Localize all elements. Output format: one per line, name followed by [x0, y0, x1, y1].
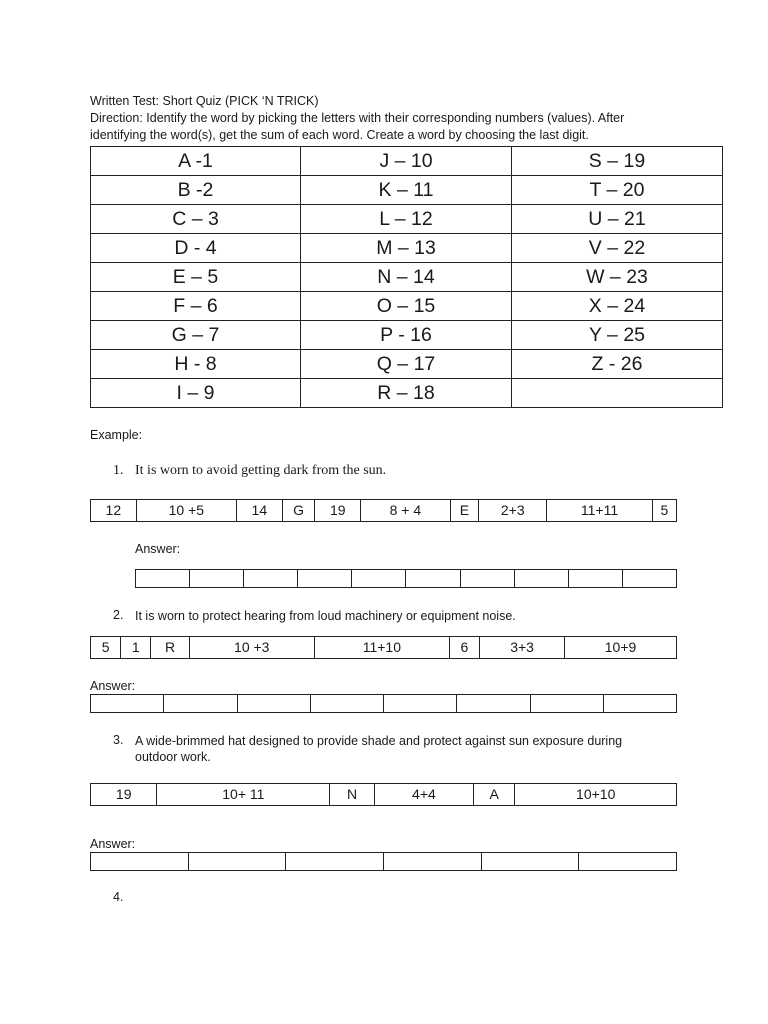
answer-box[interactable] — [244, 570, 298, 588]
answer-box[interactable] — [579, 853, 677, 871]
question-2-answer-boxes — [90, 694, 677, 713]
clue-cell: R — [151, 637, 189, 659]
key-cell: F – 6 — [91, 292, 301, 321]
clue-cell: 8 + 4 — [361, 500, 451, 522]
quiz-title: Written Test: Short Quiz (PICK ‘N TRICK) — [90, 94, 319, 108]
clue-cell: A — [473, 784, 514, 806]
question-2-answer-label: Answer: — [90, 679, 136, 693]
key-cell: O – 15 — [301, 292, 512, 321]
answer-box[interactable] — [384, 695, 457, 713]
clue-cell: 10 +3 — [189, 637, 314, 659]
answer-box[interactable] — [457, 695, 530, 713]
clue-cell: 11+11 — [547, 500, 652, 522]
key-cell: A -1 — [91, 147, 301, 176]
clue-cell: 5 — [91, 637, 121, 659]
clue-cell: 3+3 — [480, 637, 565, 659]
answer-box[interactable] — [164, 695, 237, 713]
question-1-text: It is worn to avoid getting dark from the sun. — [135, 463, 387, 478]
key-cell: P - 16 — [301, 321, 512, 350]
answer-box[interactable] — [352, 570, 406, 588]
key-row — [91, 147, 723, 176]
key-cell: Y – 25 — [512, 321, 723, 350]
direction-line-2: identifying the word(s), get the sum of each word. Create a word by choosing the last digit. — [90, 128, 589, 142]
key-cell: G – 7 — [91, 321, 301, 350]
clue-cell: 19 — [315, 500, 361, 522]
key-row — [91, 350, 723, 379]
clue-cell: 11+10 — [314, 637, 449, 659]
clue-cell: N — [330, 784, 375, 806]
question-2-clue-table — [90, 636, 677, 659]
question-3-clue-table — [90, 783, 677, 806]
key-cell: S – 19 — [512, 147, 723, 176]
clue-cell: G — [282, 500, 315, 522]
question-3-text-line-1: A wide-brimmed hat designed to provide shade and protect against sun exposure during — [135, 734, 623, 748]
key-cell: Z - 26 — [512, 350, 723, 379]
answer-box[interactable] — [136, 570, 190, 588]
example-label: Example: — [90, 428, 143, 442]
key-cell: H - 8 — [91, 350, 301, 379]
key-cell: T – 20 — [512, 176, 723, 205]
key-cell: D - 4 — [91, 234, 301, 263]
clue-cell: 5 — [652, 500, 676, 522]
key-cell: K – 11 — [301, 176, 512, 205]
key-cell: W – 23 — [512, 263, 723, 292]
direction-line-1: Direction: Identify the word by picking the letters with their corresponding numbers (values). After — [90, 111, 625, 125]
key-cell: V – 22 — [512, 234, 723, 263]
key-cell: X – 24 — [512, 292, 723, 321]
question-1-number: 1. — [113, 463, 124, 478]
answer-box[interactable] — [481, 853, 579, 871]
key-cell: E – 5 — [91, 263, 301, 292]
answer-box[interactable] — [286, 853, 384, 871]
question-2-number: 2. — [113, 608, 124, 622]
key-row — [91, 321, 723, 350]
clue-cell: 4+4 — [374, 784, 473, 806]
question-3-answer-label: Answer: — [90, 837, 136, 851]
key-cell: M – 13 — [301, 234, 512, 263]
answer-box[interactable] — [568, 570, 622, 588]
key-row — [91, 234, 723, 263]
answer-box[interactable] — [237, 695, 310, 713]
key-row — [91, 205, 723, 234]
clue-cell: 10+9 — [565, 637, 677, 659]
answer-box[interactable] — [622, 570, 676, 588]
question-1-answer-label: Answer: — [135, 542, 181, 556]
clue-cell: 10+10 — [515, 784, 677, 806]
clue-cell: 14 — [237, 500, 283, 522]
key-cell: R – 18 — [301, 379, 512, 408]
key-cell: B -2 — [91, 176, 301, 205]
answer-box[interactable] — [91, 695, 164, 713]
key-cell — [512, 379, 723, 408]
answer-box[interactable] — [460, 570, 514, 588]
clue-row — [91, 784, 677, 806]
clue-cell: 2+3 — [479, 500, 547, 522]
answer-box[interactable] — [298, 570, 352, 588]
question-3-answer-boxes — [90, 852, 677, 871]
key-cell: J – 10 — [301, 147, 512, 176]
question-3-number: 3. — [113, 733, 124, 747]
answer-box[interactable] — [514, 570, 568, 588]
clue-cell: 10+ 11 — [157, 784, 330, 806]
key-row — [91, 176, 723, 205]
key-row — [91, 379, 723, 408]
key-row — [91, 263, 723, 292]
key-cell: Q – 17 — [301, 350, 512, 379]
question-3-text-line-2: outdoor work. — [135, 750, 211, 764]
answer-box[interactable] — [406, 570, 460, 588]
key-cell: C – 3 — [91, 205, 301, 234]
answer-box[interactable] — [190, 570, 244, 588]
answer-row — [136, 570, 677, 588]
clue-row — [91, 637, 677, 659]
clue-cell: 12 — [91, 500, 137, 522]
question-1-answer-boxes — [135, 569, 677, 588]
clue-cell: 1 — [121, 637, 151, 659]
key-cell: N – 14 — [301, 263, 512, 292]
key-cell: L – 12 — [301, 205, 512, 234]
answer-box[interactable] — [603, 695, 676, 713]
question-3-text — [135, 733, 622, 765]
clue-cell: 19 — [91, 784, 157, 806]
clue-cell: 10 +5 — [136, 500, 236, 522]
answer-row — [91, 695, 677, 713]
clue-cell: E — [450, 500, 478, 522]
answer-row — [91, 853, 677, 871]
question-1-clue-table — [90, 499, 677, 522]
answer-box[interactable] — [188, 853, 286, 871]
question-2-text: It is worn to protect hearing from loud machinery or equipment noise. — [135, 609, 516, 623]
clue-cell: 6 — [449, 637, 479, 659]
key-cell: I – 9 — [91, 379, 301, 408]
answer-box[interactable] — [383, 853, 481, 871]
header — [90, 93, 690, 144]
answer-box[interactable] — [91, 853, 189, 871]
key-row — [91, 292, 723, 321]
letter-value-key-table — [90, 146, 723, 408]
question-4-number: 4. — [113, 890, 124, 904]
key-cell: U – 21 — [512, 205, 723, 234]
clue-row — [91, 500, 677, 522]
answer-box[interactable] — [530, 695, 603, 713]
answer-box[interactable] — [310, 695, 383, 713]
